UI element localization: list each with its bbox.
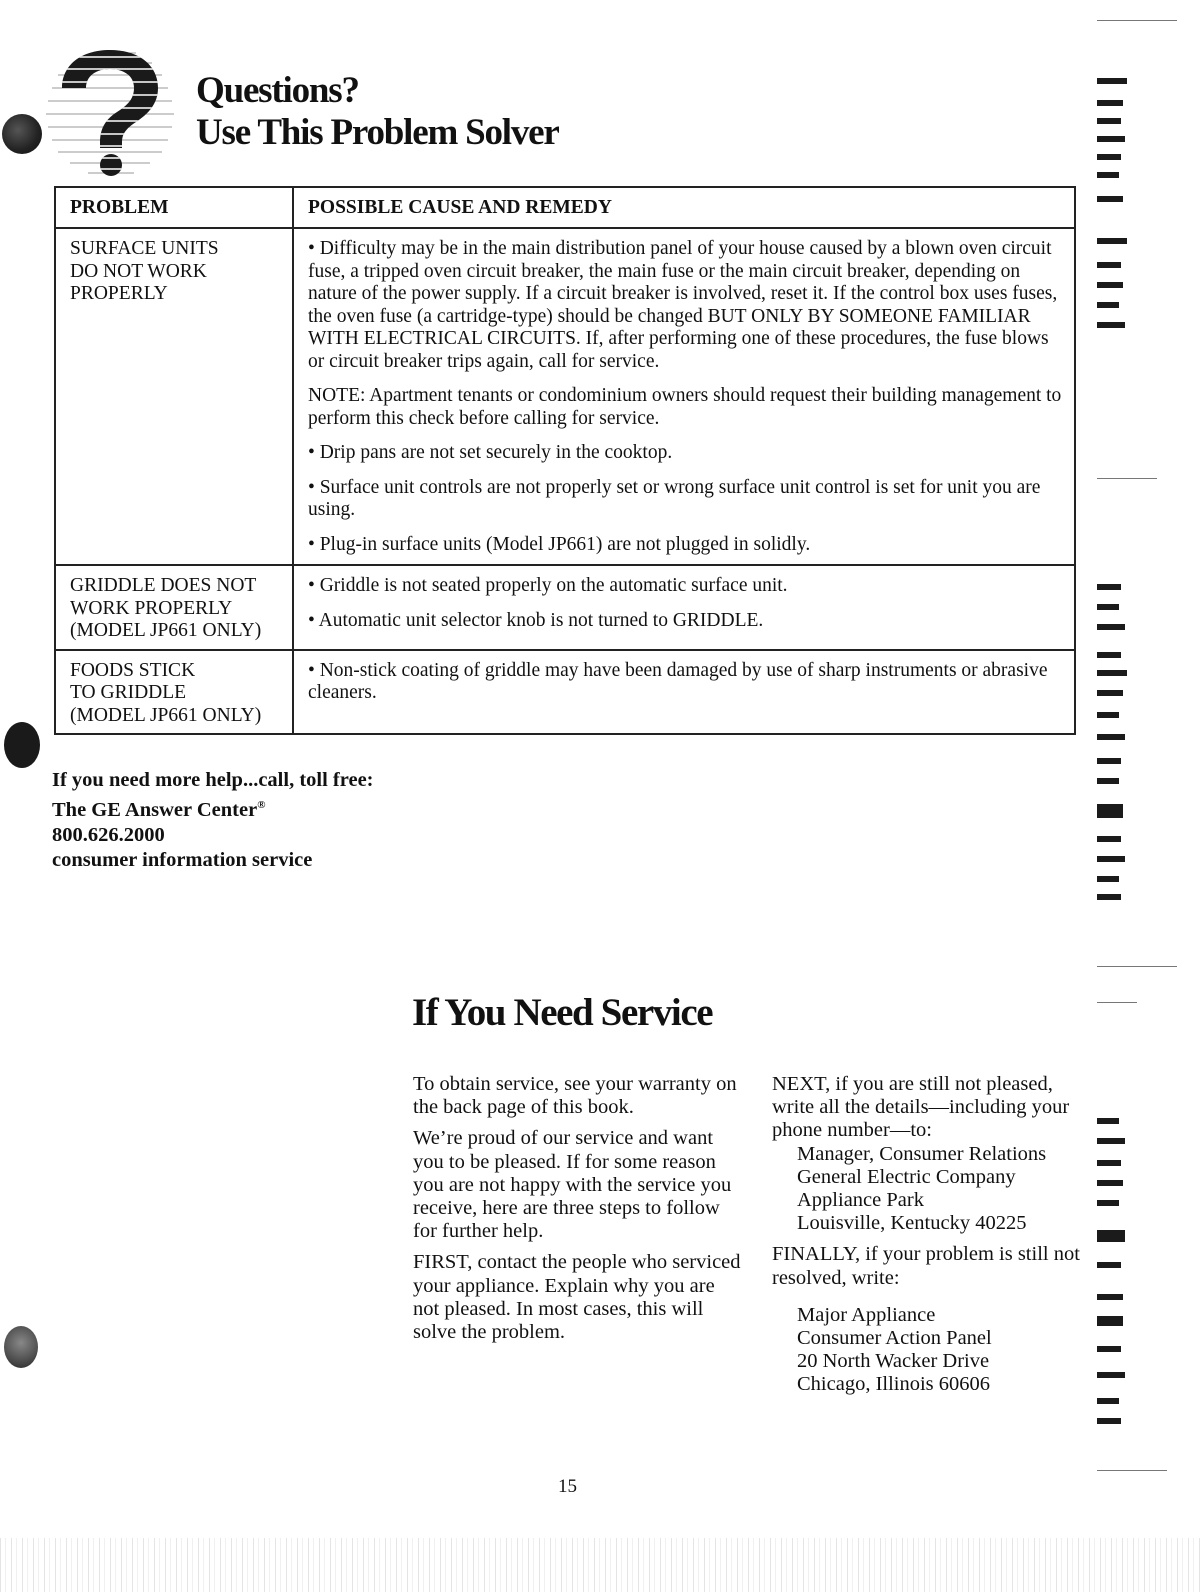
help-contact-block (52, 768, 374, 873)
table-header-row (55, 187, 1075, 228)
help-line: If you need more help...call, toll free: (52, 769, 374, 791)
cause-item: • Non-stick coating of griddle may have been damaged by use of sharp instruments or abrasive cleaners. (308, 659, 1048, 703)
problem-line: FOODS STICK (70, 659, 196, 681)
problem-cell (55, 565, 293, 650)
registered-mark: ® (257, 799, 266, 811)
cause-note: NOTE: Apartment tenants or condominium owners should request their building management to perform this check before calling for service. (308, 385, 1062, 429)
cause-item: • Surface unit controls are not properly set or wrong surface unit control is set for unit you are using. (308, 476, 1041, 520)
service-paragraph: FINALLY, if your problem is still not resolved, write: (772, 1243, 1080, 1289)
problem-cell (55, 650, 293, 735)
cause-item: • Griddle is not seated properly on the automatic surface unit. (308, 575, 788, 596)
answer-center-line (52, 793, 374, 823)
service-column-right (772, 1073, 1092, 1397)
punch-hole-mark (2, 114, 42, 154)
table-row (55, 565, 1075, 650)
punch-hole-mark (4, 1326, 38, 1368)
cause-item: • Automatic unit selector knob is not turned to GRIDDLE. (308, 609, 764, 631)
cause-cell (293, 650, 1075, 735)
table-row (55, 228, 1075, 565)
problem-line: PROPERLY (70, 283, 168, 304)
address-line: 20 North Wacker Drive (797, 1350, 990, 1373)
cause-cell (293, 565, 1075, 650)
column-header-problem: PROBLEM (55, 187, 293, 228)
table-row (55, 650, 1075, 735)
address-line: Louisville, Kentucky 40225 (797, 1212, 1027, 1235)
problem-line: GRIDDLE DOES NOT (70, 575, 257, 596)
punch-hole-mark (4, 722, 40, 768)
title-line-1: Questions? (196, 70, 359, 111)
service-paragraph: NEXT, if you are still not pleased, write all the details—including your phone number—to: (772, 1073, 1070, 1142)
phone-number: 800.626.2000 (52, 824, 165, 846)
address-line: Consumer Action Panel (797, 1327, 992, 1350)
service-paragraph: To obtain service, see your warranty on the back page of this book. (413, 1073, 737, 1119)
consumer-relations-address (772, 1143, 1092, 1236)
address-line: Major Appliance (797, 1303, 936, 1326)
column-header-cause: POSSIBLE CAUSE AND REMEDY (293, 187, 1075, 228)
question-mark-icon (40, 44, 180, 179)
cause-item: • Plug-in surface units (Model JP661) are not plugged in solidly. (308, 533, 811, 555)
service-paragraph: FIRST, contact the people who serviced your appliance. Explain why you are not pleased. In most cases, this will solve the problem. (413, 1251, 741, 1344)
page-number: 15 (558, 1476, 577, 1497)
address-line: Manager, Consumer Relations (797, 1142, 1047, 1165)
answer-center-name: The GE Answer Center (52, 799, 258, 821)
cause-item: • Difficulty may be in the main distribution panel of your house caused by a blown oven circuit fuse, a tripped oven circuit breaker, the main fuse or the main circuit breaker, depending on nature of the power supply. If a circuit breaker is involved, reset it. If the control box uses fuses, the oven fuse (a cartridge-type) should be changed BUT ONLY BY SOMEONE FAMILIAR WITH ELECTRICAL CIRCUITS. If, after performing one of these procedures, the fuse blows or circuit breaker trips again, call for service. (308, 238, 1058, 372)
help-line: consumer information service (52, 849, 313, 871)
cause-item: • Drip pans are not set securely in the cooktop. (308, 442, 673, 463)
service-column-left (413, 1073, 743, 1352)
problem-line: WORK PROPERLY (70, 597, 233, 619)
problem-cell (55, 228, 293, 565)
scan-noise-band (0, 1538, 1200, 1592)
page-title (196, 70, 559, 154)
problem-line: SURFACE UNITS (70, 238, 219, 259)
problem-line: TO GRIDDLE (70, 682, 187, 703)
problem-line: DO NOT WORK (70, 260, 207, 282)
address-line: Appliance Park (797, 1189, 924, 1212)
action-panel-address (772, 1304, 1092, 1397)
problem-solver-table (54, 186, 1076, 735)
address-line: Chicago, Illinois 60606 (797, 1373, 991, 1396)
problem-line: (MODEL JP661 ONLY) (70, 704, 262, 726)
problem-line: (MODEL JP661 ONLY) (70, 620, 262, 641)
service-paragraph: We’re proud of our service and want you to be pleased. If for some reason you are not happy with the service you receive, here are three steps to follow for further help. (413, 1127, 732, 1243)
cause-cell (293, 228, 1075, 565)
service-section-title: If You Need Service (412, 991, 713, 1034)
address-line: General Electric Company (797, 1165, 1016, 1188)
title-line-2: Use This Problem Solver (196, 112, 559, 153)
